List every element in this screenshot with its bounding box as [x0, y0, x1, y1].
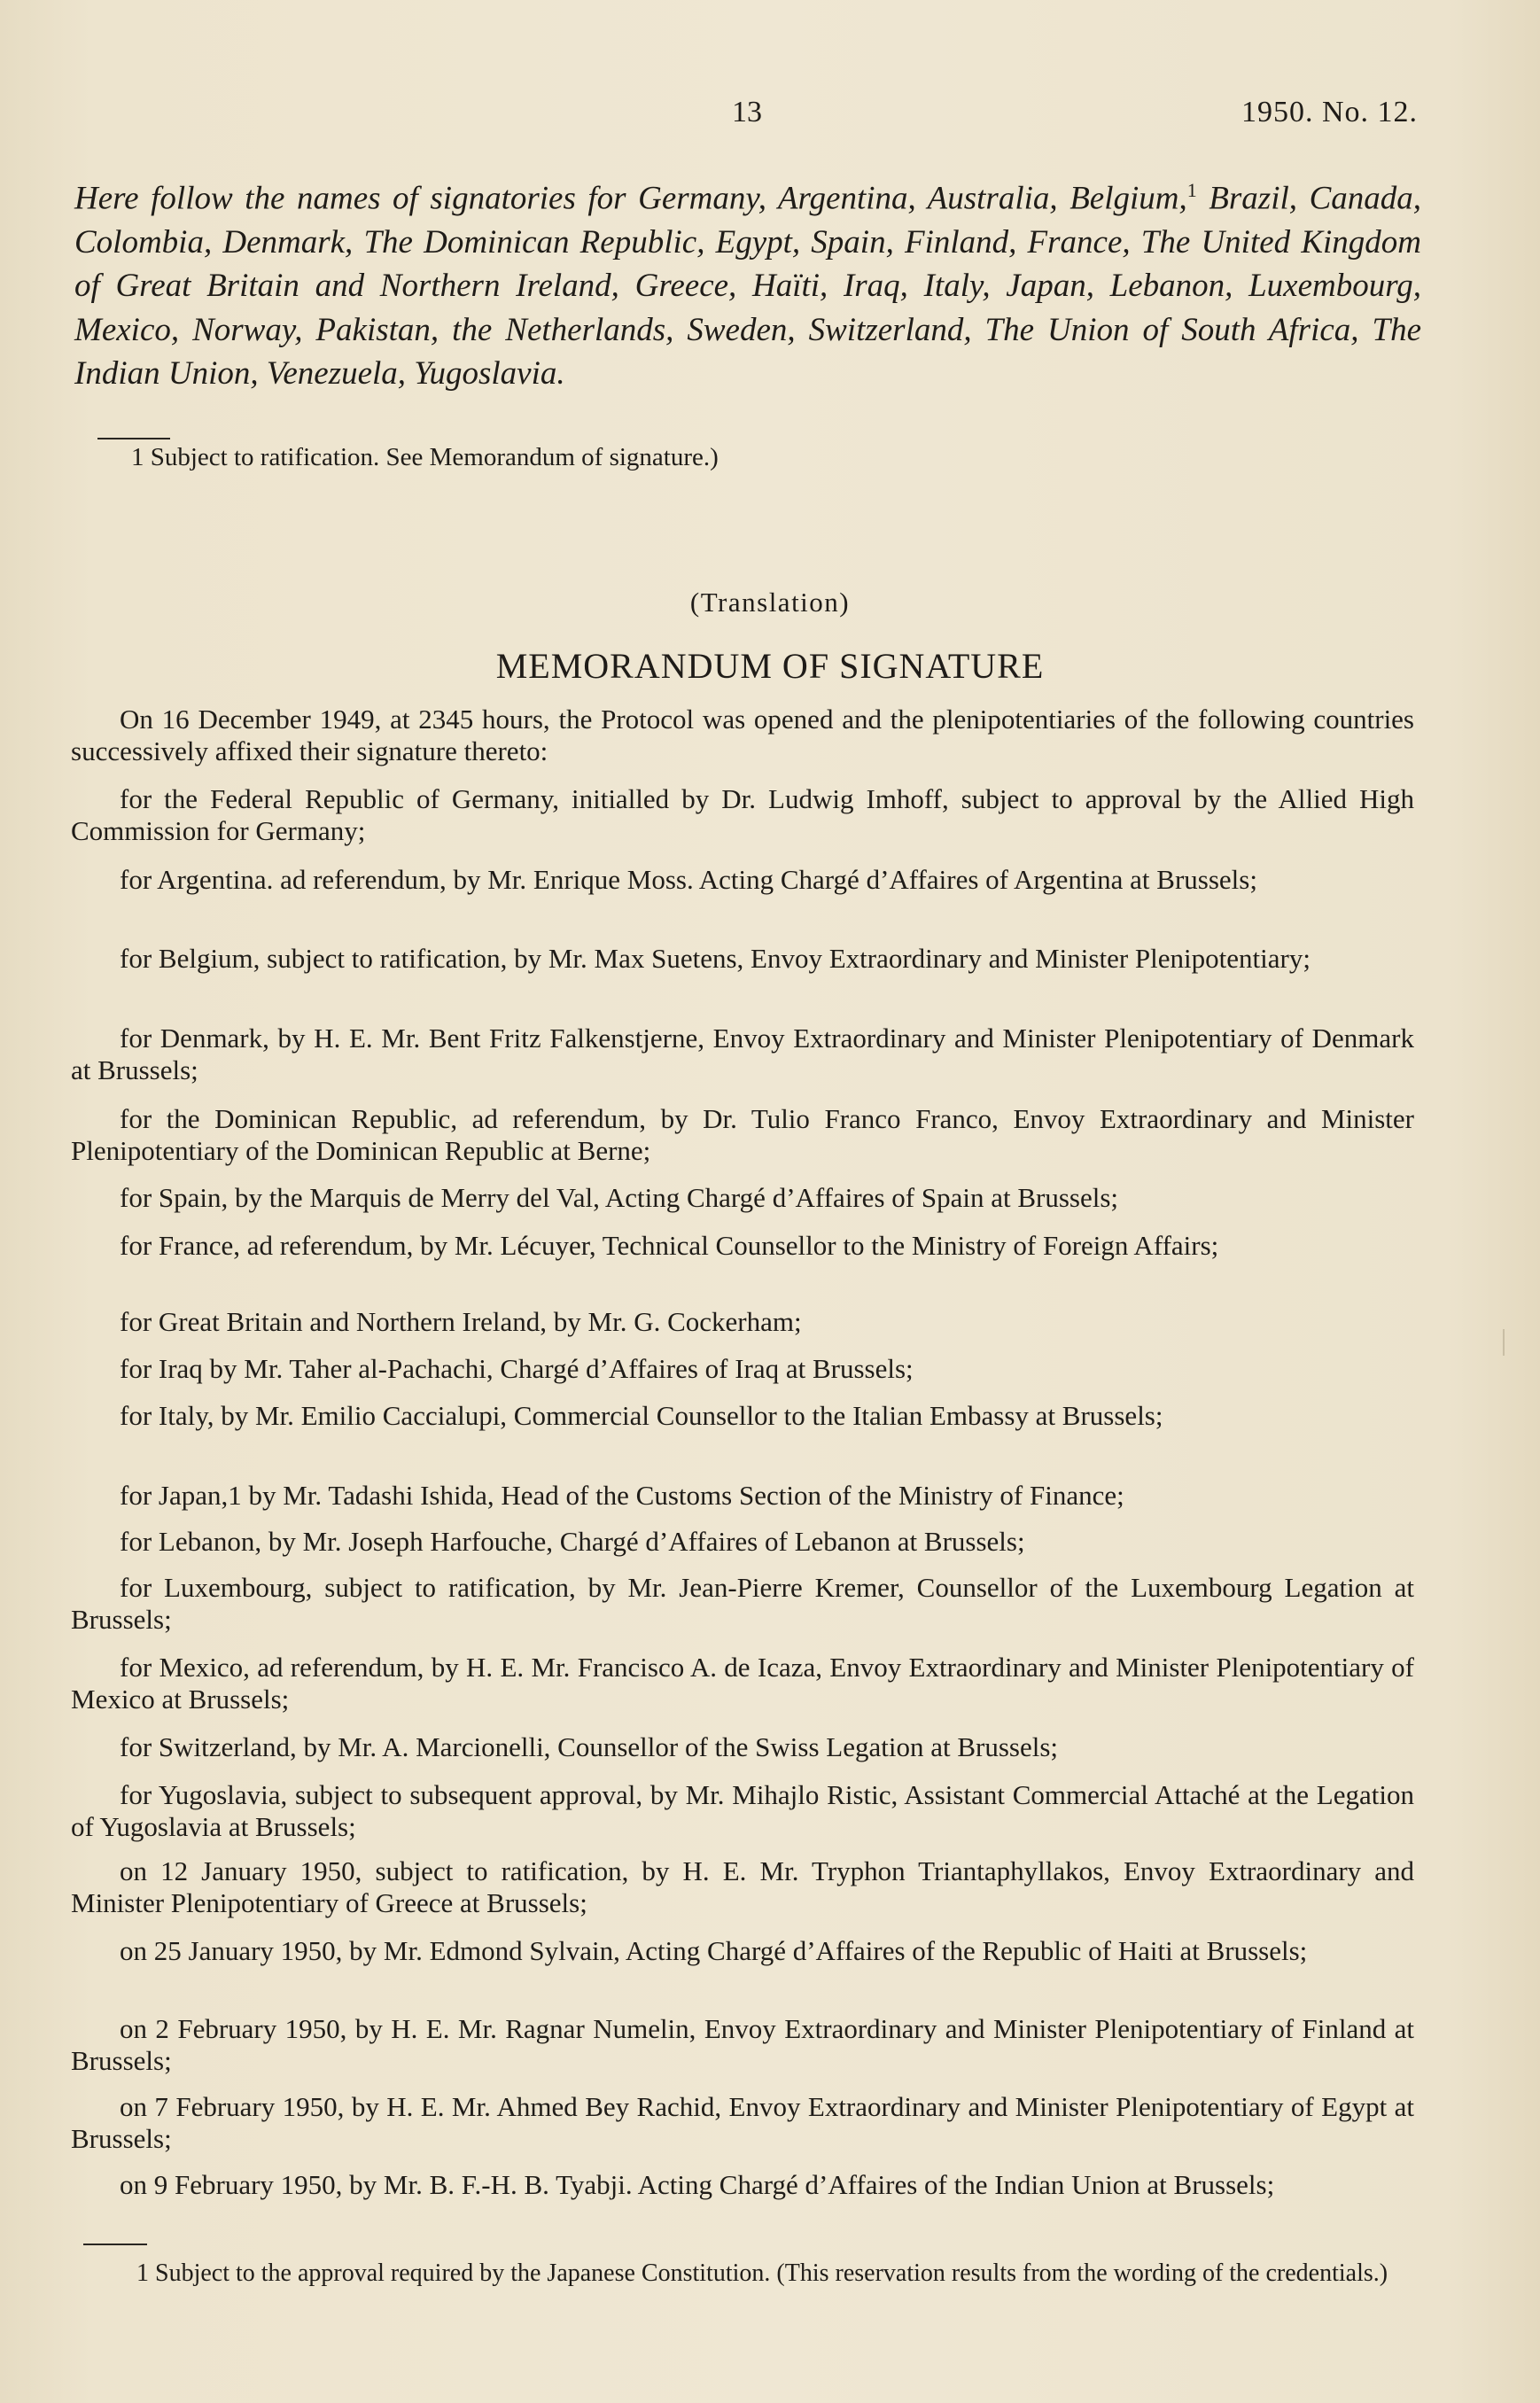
entry-finland: on 2 February 1950, by H. E. Mr. Ragnar Numelin, Envoy Extraordinary and Minister Plenipotentiary of Finland at Brussels;: [71, 2013, 1414, 2076]
entry-iraq: for Iraq by Mr. Taher al-Pachachi, Chargé d’Affaires of Iraq at Brussels;: [120, 1353, 914, 1384]
entry-luxembourg: for Luxembourg, subject to ratification, by Mr. Jean-Pierre Kremer, Counsellor of the Luxembourg Legation at Brussels;: [71, 1572, 1414, 1635]
page-number: 13: [732, 96, 762, 128]
signatories-paragraph: [74, 168, 1421, 396]
footnote-marker: 1: [1186, 179, 1197, 201]
document-number: 1950. No. 12.: [1241, 96, 1418, 128]
entry-lebanon: for Lebanon, by Mr. Joseph Harfouche, Chargé d’Affaires of Lebanon at Brussels;: [120, 1526, 1025, 1557]
paper-mark: [1503, 1329, 1505, 1356]
signatories-text-cont: Brazil, Canada, Colombia, Denmark, The Dominican Republic, Egypt, Spain, Finland, France, The United Kingdom of Great Britain and Northern Ireland, Greece, Haïti, Iraq, Italy, Japan, Lebanon, Luxembourg, Mexico, Norway, Pakistan, the Netherlands, Sweden, Switzerland, The Union of South Africa, The Indian Union, Venezuela, Yugoslavia.: [74, 180, 1421, 393]
entry-argentina: for Argentina. ad referendum, by Mr. Enrique Moss. Acting Chargé d’Affaires of Argentina at Brussels;: [120, 864, 1257, 895]
entry-italy: for Italy, by Mr. Emilio Caccialupi, Commercial Counsellor to the Italian Embassy at Brussels;: [120, 1400, 1163, 1431]
footnote-rule-2: [83, 2244, 147, 2245]
entry-denmark: for Denmark, by H. E. Mr. Bent Fritz Falkenstjerne, Envoy Extraordinary and Minister Plenipotentiary of Denmark at Brussels;: [71, 1023, 1414, 1085]
entry-mexico: for Mexico, ad referendum, by H. E. Mr. Francisco A. de Icaza, Envoy Extraordinary and Minister Plenipotentiary of Mexico at Brussels;: [71, 1652, 1414, 1715]
signatories-text: Here follow the names of signatories for Germany, Argentina, Australia, Belgium,: [74, 180, 1187, 217]
entry-dominican-republic: for the Dominican Republic, ad referendum, by Dr. Tulio Franco Franco, Envoy Extraordinary and Minister Plenipotentiary of the Dominican Republic at Berne;: [71, 1103, 1414, 1166]
entry-belgium: for Belgium, subject to ratification, by Mr. Max Suetens, Envoy Extraordinary and Minister Plenipotentiary;: [120, 943, 1311, 974]
entry-greece: on 12 January 1950, subject to ratification, by H. E. Mr. Tryphon Triantaphyllakos, Envoy Extraordinary and Minister Plenipotentiary of Greece at Brussels;: [71, 1855, 1414, 1918]
page-header: [0, 96, 1540, 140]
translation-label: (Translation): [689, 587, 851, 618]
entry-indian-union: on 9 February 1950, by Mr. B. F.-H. B. Tyabji. Acting Chargé d’Affaires of the Indian Union at Brussels;: [120, 2169, 1275, 2200]
entry-japan: for Japan,1 by Mr. Tadashi Ishida, Head of the Customs Section of the Ministry of Finance;: [120, 1480, 1124, 1511]
footnote-1: 1 Subject to ratification. See Memorandum of signature.): [131, 443, 719, 471]
entry-france: for France, ad referendum, by Mr. Lécuyer, Technical Counsellor to the Ministry of Foreign Affairs;: [120, 1230, 1219, 1261]
entry-great-britain: for Great Britain and Northern Ireland, by Mr. G. Cockerham;: [120, 1306, 802, 1337]
footnote-rule: [97, 438, 170, 439]
entry-egypt: on 7 February 1950, by H. E. Mr. Ahmed Bey Rachid, Envoy Extraordinary and Minister Plenipotentiary of Egypt at Brussels;: [71, 2091, 1414, 2154]
entry-switzerland: for Switzerland, by Mr. A. Marcionelli, Counsellor of the Swiss Legation at Brussels;: [120, 1731, 1059, 1762]
entry-yugoslavia: for Yugoslavia, subject to subsequent approval, by Mr. Mihajlo Ristic, Assistant Commercial Attaché at the Legation of Yugoslavia at Brussels;: [71, 1779, 1414, 1842]
entry-germany: for the Federal Republic of Germany, initialled by Dr. Ludwig Imhoff, subject to approval by the Allied High Commission for Germany;: [71, 783, 1414, 846]
entry-spain: for Spain, by the Marquis de Merry del Val, Acting Chargé d’Affaires of Spain at Brussels;: [120, 1182, 1118, 1213]
footnote-2: 1 Subject to the approval required by the Japanese Constitution. (This reservation results from the wording of the credentials.): [136, 2259, 1388, 2287]
memorandum-title: MEMORANDUM OF SIGNATURE: [495, 646, 1045, 686]
entry-haiti: on 25 January 1950, by Mr. Edmond Sylvain, Acting Chargé d’Affaires of the Republic of Haiti at Brussels;: [120, 1935, 1308, 1966]
entry-opening: On 16 December 1949, at 2345 hours, the Protocol was opened and the plenipotentiaries of the following countries successively affixed their signature thereto:: [71, 704, 1414, 766]
